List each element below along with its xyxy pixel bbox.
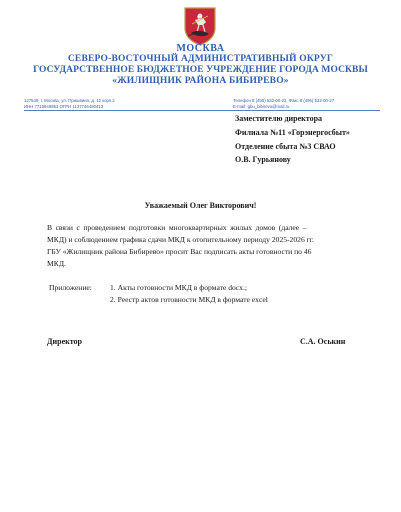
attachment-item: 1. Акты готовности МКД в формате docx.; [110,283,247,292]
letter-greeting: Уважаемый Олег Викторович! [144,201,257,210]
recipient-name: О.В. Гурьянову [235,155,291,164]
letter-body-line: МКД. [47,259,66,268]
signatory-title: Директор [47,337,82,346]
org-institution-name: «ЖИЛИЩНИК РАЙОНА БИБИРЕВО» [112,76,289,86]
attachment-item: 2. Реестр актов готовности МКД в формате excel [110,295,268,304]
recipient-position: Заместителю директора [235,114,323,123]
header-divider [24,110,380,111]
moscow-coat-of-arms-icon [183,6,217,46]
org-email: E-mail: gbu_bibirevo@mail.ru [233,104,290,109]
org-address: 127549, г. Москва, ул. Пришвина, д. 12 корп.2 [24,98,115,103]
org-phone-fax: Телефон 8 (495) 532-00-22, Факс 8 (495) 532-00-27 [233,98,335,103]
org-city-name: МОСКВА [176,43,225,54]
letter-body-line: ГБУ «Жилищник района Бибирево» просит Вас подписать акты готовности по 46 [47,247,312,256]
org-institution-type: ГОСУДАРСТВЕННОЕ БЮДЖЕТНОЕ УЧРЕЖДЕНИЕ ГОРОДА МОСКВЫ [33,65,368,75]
recipient-branch: Филиала №11 «Горэнергосбыт» [235,128,350,137]
signatory-name: С.А. Оськин [300,337,346,346]
org-registration-numbers: ИНН 7715949853 ОГРН 1137746480413 [24,104,104,109]
org-district-name: СЕВЕРО-ВОСТОЧНЫЙ АДМИНИСТРАТИВНЫЙ ОКРУГ [67,54,334,64]
attachments-label: Приложение: [49,283,92,292]
recipient-department: Отделение сбыта №3 СВАО [235,142,336,151]
letter-body-line: МКД) и соблюдением графика сдачи МКД к отопительному периоду 2025-2026 гг. [47,235,314,244]
letter-body-line: В связи с проведением подготовки многоквартирных жилых домов (далее – [47,223,307,232]
